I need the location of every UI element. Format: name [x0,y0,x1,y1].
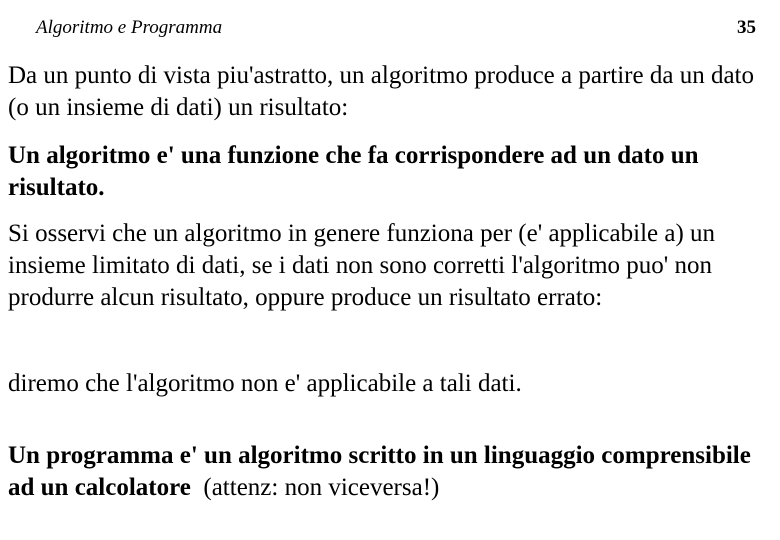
paragraph-algorithm-function: Un algoritmo e' una funzione che fa corrispondere ad un dato un risultato. [8,142,699,201]
paragraph-limited-data: Si osservi che un algoritmo in genere funziona per (e' applicabile a) un insieme limitato di dati, se i dati non sono corretti l'algoritmo puo' non produrre alcun risultato, oppure produce un risultato errato: [8,220,716,311]
paragraph-program-definition [8,440,778,504]
slide-header-title: Algoritmo e Programma [36,17,223,38]
program-definition-note: (attenz: non viceversa!) [190,474,440,501]
page-number: 35 [737,17,756,38]
program-definition-bold: Un programma e' un algoritmo scritto in un linguaggio comprensibile ad un calcolatore [8,442,751,501]
paragraph-not-applicable: diremo che l'algoritmo non e' applicabile a tali dati. [8,370,522,397]
paragraph-algorithm-abstract: Da un punto di vista piu'astratto, un algoritmo produce a partire da un dato (o un insieme di dati) un risultato: [8,62,754,121]
